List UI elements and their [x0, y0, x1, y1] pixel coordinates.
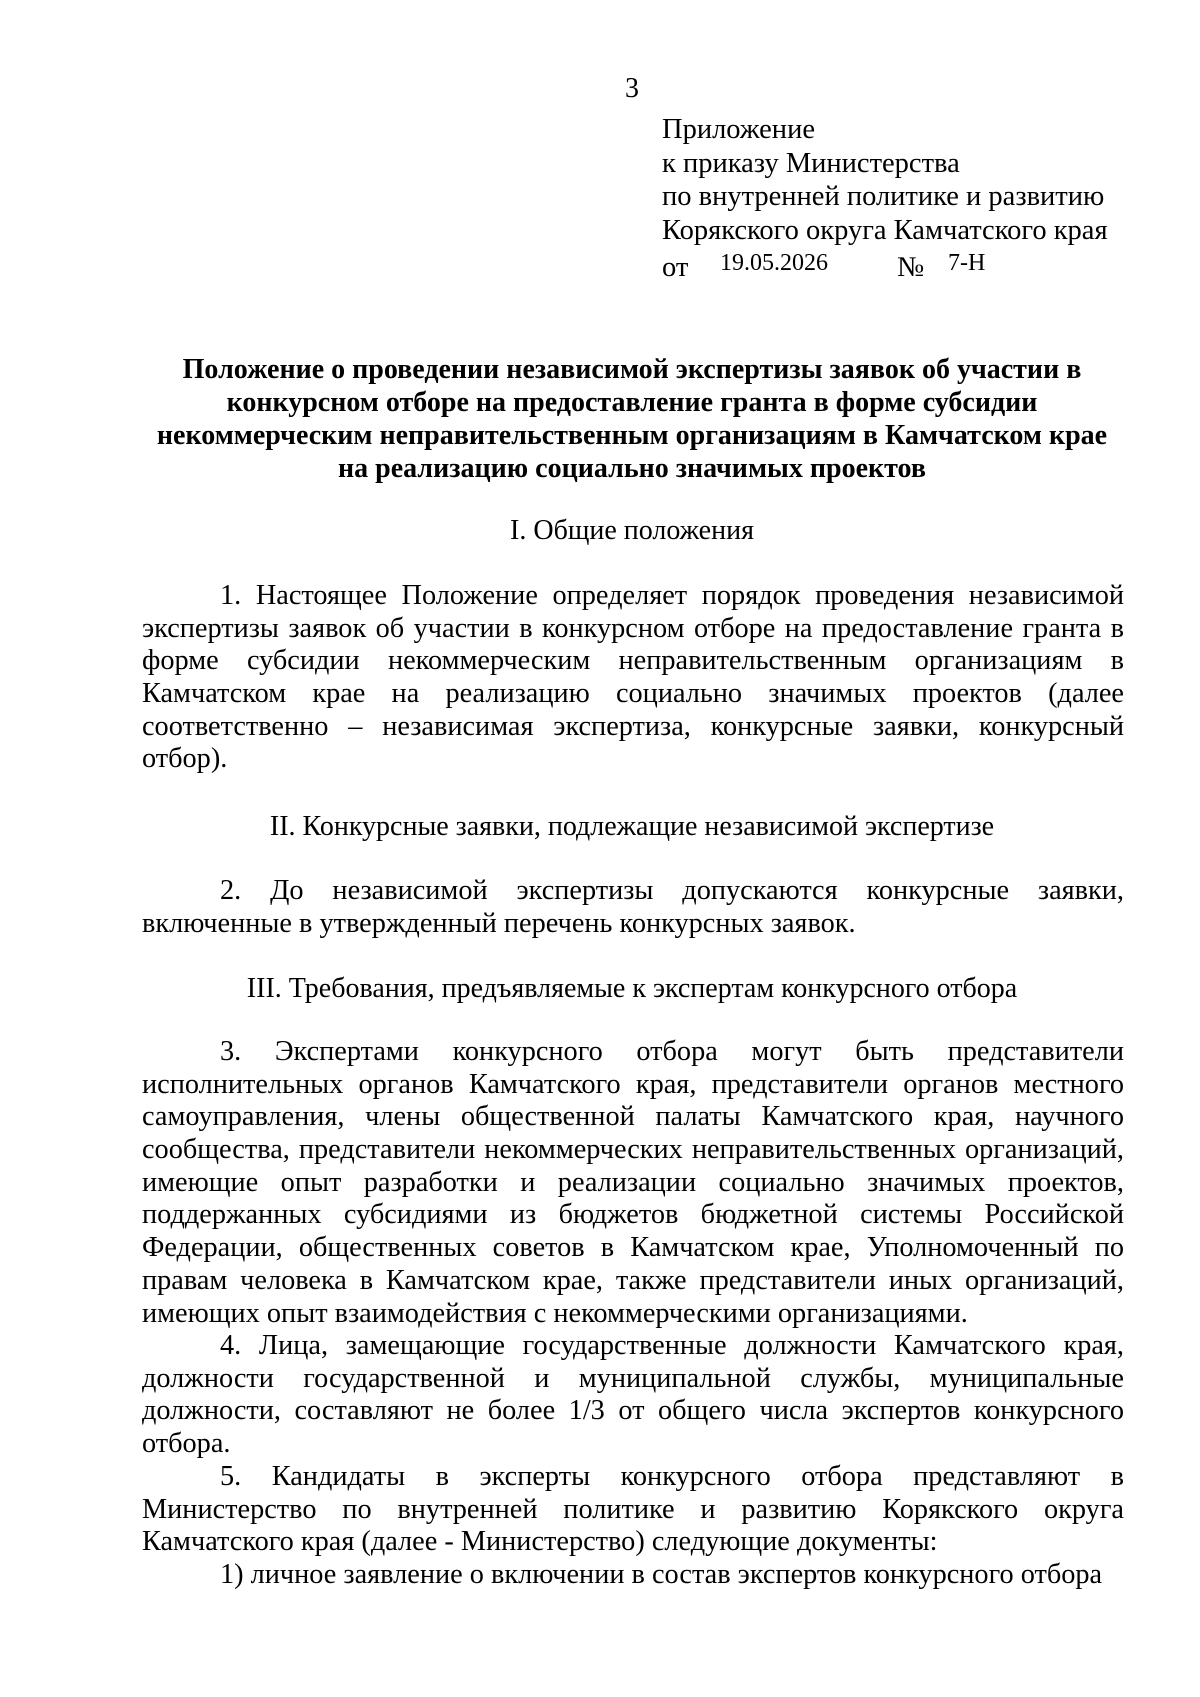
- order-number: 7-Н: [948, 250, 986, 276]
- title-line: некоммерческим неправительственным организациям в Камчатском крае: [156, 420, 1108, 451]
- from-label: от: [662, 252, 689, 283]
- text-line: Камчатском крае на реализацию социально значимых проектов (далее: [142, 678, 1124, 710]
- paragraph-5: [142, 1461, 1124, 1559]
- order-date: 19.05.2026: [720, 250, 828, 276]
- text-line: сообщества, представители некоммерческих неправительственных организаций,: [142, 1134, 1124, 1166]
- text-line: 5. Кандидаты в эксперты конкурсного отбора представляют в: [220, 1461, 1124, 1492]
- section-heading-3: III. Требования, предъявляемые к экспертам конкурсного отбора: [246, 973, 1018, 1004]
- page-number: 3: [625, 73, 639, 104]
- annex-line: Корякского округа Камчатского края: [662, 214, 1108, 246]
- annex-line: Приложение: [662, 114, 815, 145]
- text-line: поддержанных субсидиями из бюджетов бюджетной системы Российской: [142, 1199, 1124, 1231]
- text-line: Камчатского края (далее - Министерство) следующие документы:: [142, 1526, 938, 1558]
- title-line: на реализацию социально значимых проектов: [338, 453, 926, 484]
- title-line: Положение о проведении независимой экспертизы заявок об участии в: [182, 354, 1082, 385]
- text-line: экспертизы заявок об участии в конкурсном отборе на предоставление гранта в: [142, 612, 1124, 644]
- paragraph-3: [142, 1036, 1124, 1330]
- text-line: 3. Экспертами конкурсного отбора могут быть представители: [220, 1036, 1124, 1067]
- annex-line: к приказу Министерства: [662, 147, 960, 179]
- text-line: 1. Настоящее Положение определяет порядок проведения независимой: [220, 580, 1124, 611]
- text-line: отбора.: [142, 1428, 231, 1460]
- text-line: Министерство по внутренней политике и развитию Корякского округа: [142, 1493, 1124, 1525]
- text-line: форме субсидии некоммерческим неправительственным организациям в: [142, 645, 1124, 677]
- number-sign: №: [897, 252, 925, 283]
- text-line: 1) личное заявление о включении в состав экспертов конкурсного отбора: [220, 1559, 1103, 1590]
- document-title: [140, 353, 1124, 485]
- text-line: имеющих опыт взаимодействия с некоммерческими организациями.: [142, 1297, 968, 1329]
- text-line: правам человека в Камчатском крае, также представители иных организаций,: [142, 1264, 1124, 1296]
- paragraph-6: [142, 1559, 1124, 1592]
- paragraph-4: [142, 1330, 1124, 1461]
- text-line: должности, составляют не более 1/3 от общего числа экспертов конкурсного: [142, 1395, 1124, 1427]
- title-line: конкурсном отборе на предоставление гранта в форме субсидии: [226, 387, 1038, 418]
- text-line: включенные в утвержденный перечень конкурсных заявок.: [142, 907, 856, 939]
- text-line: отбор).: [142, 743, 228, 775]
- text-line: исполнительных органов Камчатского края, представители органов местного: [142, 1068, 1124, 1100]
- section-heading-2: II. Конкурсные заявки, подлежащие независимой экспертизе: [269, 811, 995, 842]
- text-line: 4. Лица, замещающие государственные должности Камчатского края,: [220, 1330, 1124, 1361]
- text-line: имеющие опыт разработки и реализации социально значимых проектов,: [142, 1166, 1124, 1198]
- text-line: 2. До независимой экспертизы допускаются конкурсные заявки,: [220, 875, 1124, 906]
- text-line: должности государственной и муниципальной службы, муниципальные: [142, 1362, 1124, 1394]
- paragraph-2: [142, 875, 1124, 940]
- annex-line: по внутренней политике и развитию: [662, 181, 1105, 212]
- text-line: Федерации, общественных советов в Камчатском крае, Уполномоченный по: [142, 1232, 1124, 1264]
- text-line: самоуправления, члены общественной палаты Камчатского края, научного: [142, 1101, 1124, 1133]
- order-date-number: [662, 247, 1182, 283]
- text-line: соответственно – независимая экспертиза, конкурсные заявки, конкурсный: [142, 710, 1124, 742]
- section-heading-1: I. Общие положения: [510, 515, 754, 546]
- annex-header: [662, 113, 1182, 283]
- paragraph-1: [142, 580, 1124, 776]
